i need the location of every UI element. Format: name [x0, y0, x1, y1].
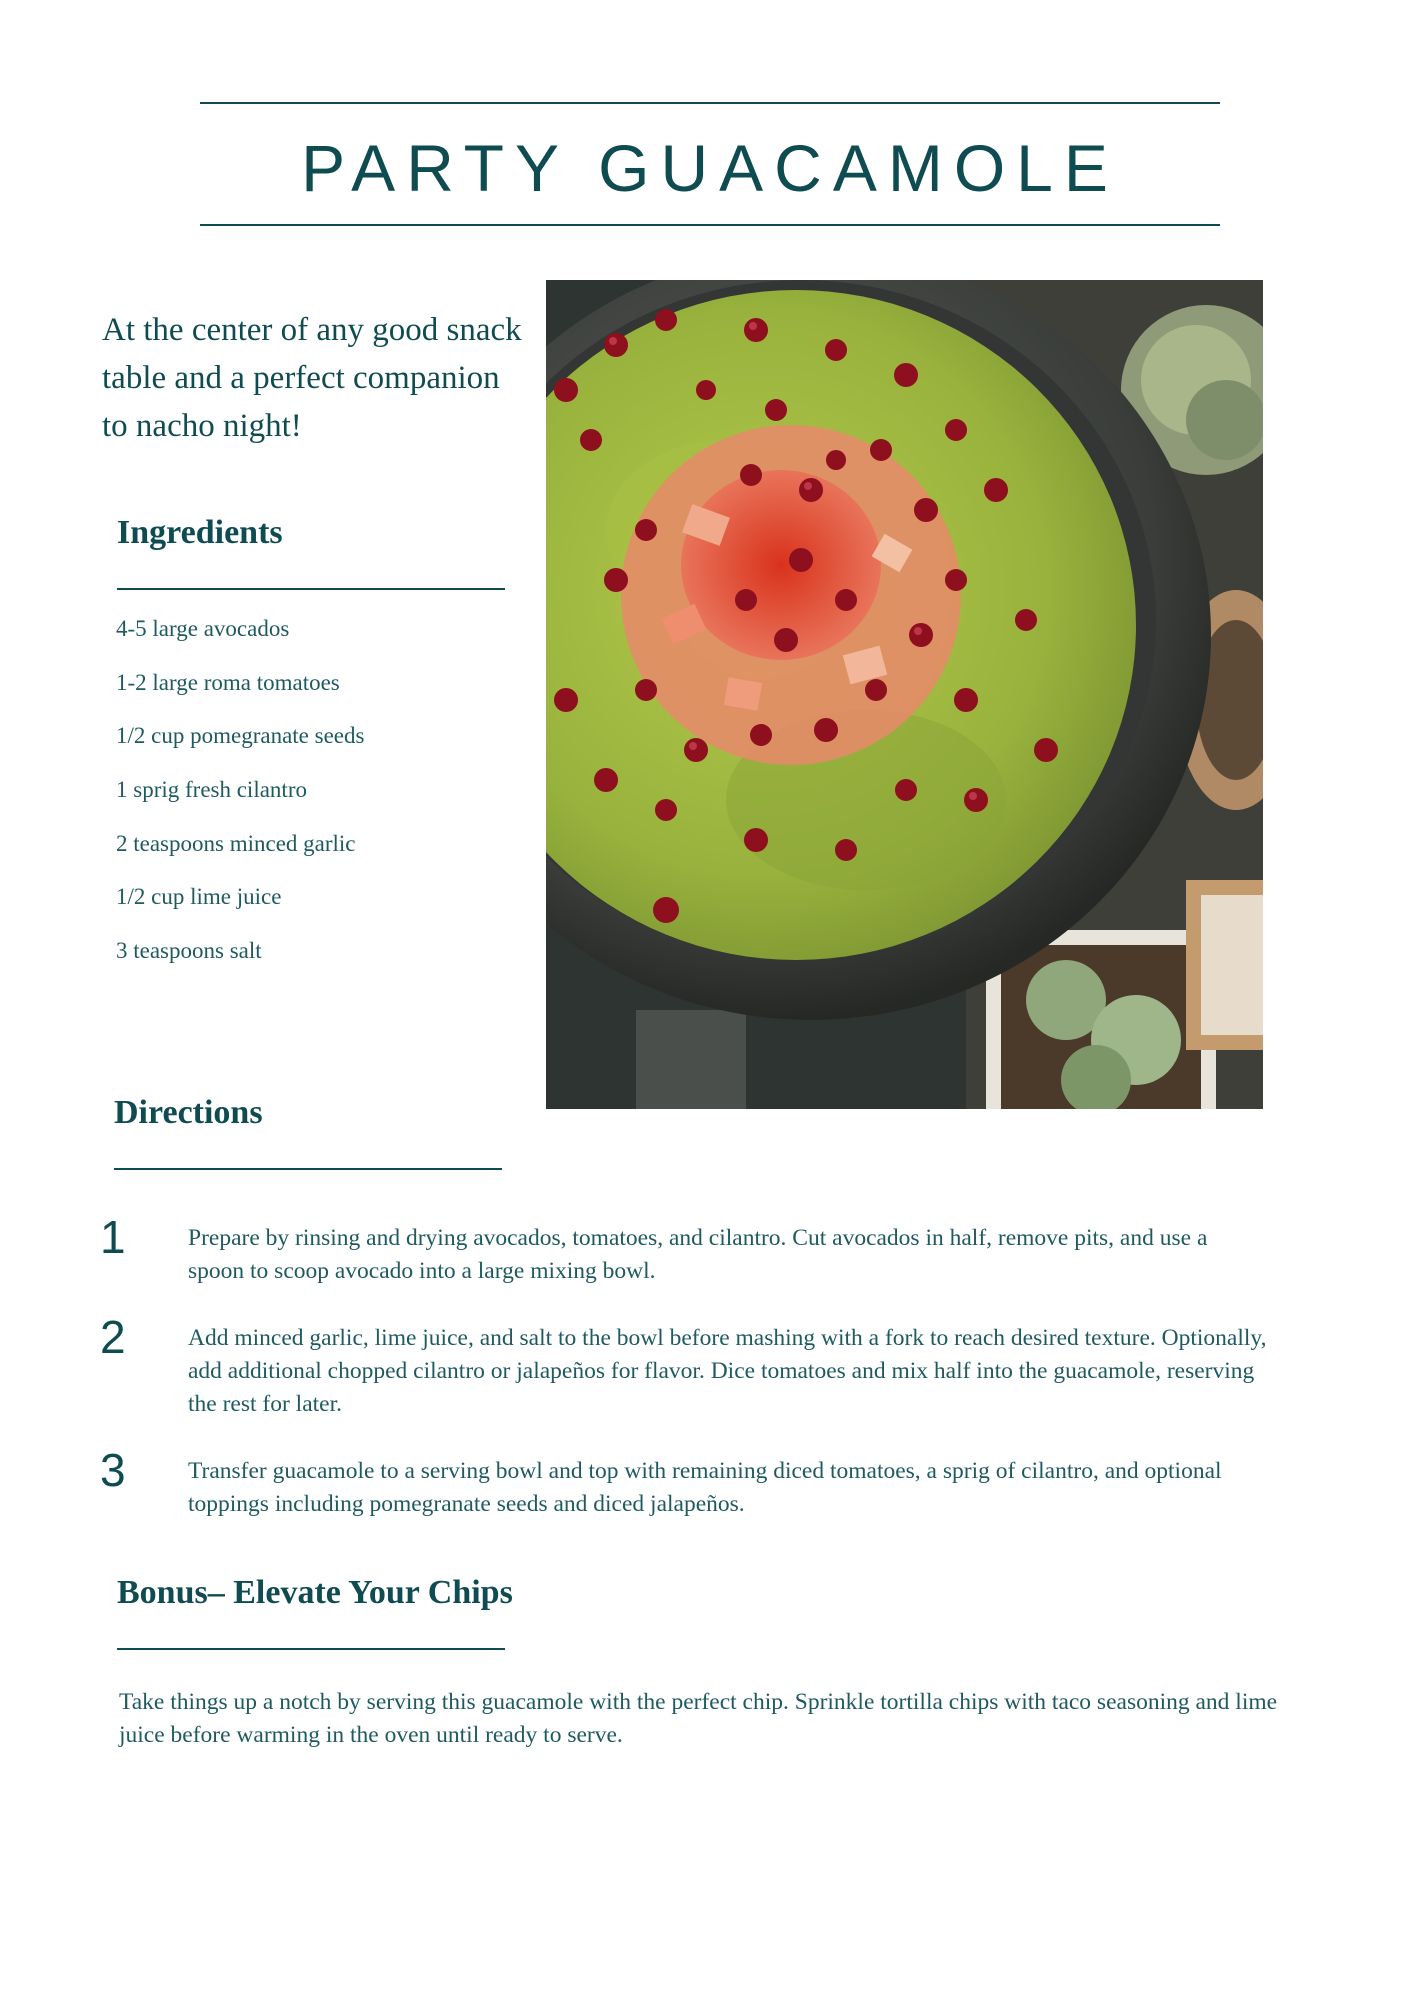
bonus-heading: Bonus– Elevate Your Chips	[117, 1574, 513, 1611]
guacamole-photo-illustration	[546, 280, 1263, 1109]
guacamole-photo	[546, 280, 1263, 1109]
title-rule-top	[200, 102, 1220, 104]
directions-heading: Directions	[114, 1094, 263, 1131]
directions-rule	[114, 1168, 502, 1170]
step-number: 2	[100, 1311, 126, 1363]
ingredient-item: 4-5 large avocados	[116, 616, 290, 641]
ingredient-item: 1-2 large roma tomatoes	[116, 669, 340, 695]
bonus-rule	[117, 1648, 505, 1650]
step-text: Add minced garlic, lime juice, and salt to the bowl before mashing with a fork to reach desired texture. Optionally, add additional chopped cilantro or jalapeños for flavor. Dice tomatoes and mix half into the guacamole, reserving the rest for later.	[188, 1325, 1267, 1417]
step-text: Prepare by rinsing and drying avocados, tomatoes, and cilantro. Cut avocados in half, remove pits, and use a spoon to scoop avocado into a large mixing bowl.	[188, 1225, 1208, 1284]
ingredients-list	[116, 614, 516, 990]
step-number: 3	[100, 1444, 126, 1496]
page-title: PARTY GUACAMOLE	[301, 131, 1119, 205]
ingredient-item: 1/2 cup lime juice	[116, 884, 282, 910]
ingredient-item: 1/2 cup pomegranate seeds	[116, 723, 365, 749]
ingredient-item: 3 teaspoons salt	[116, 938, 262, 964]
step-text: Transfer guacamole to a serving bowl and top with remaining diced tomatoes, a sprig of cilantro, and optional toppings including pomegranate seeds and diced jalapeños.	[188, 1458, 1222, 1517]
ingredients-heading: Ingredients	[117, 514, 283, 551]
title-rule-bottom	[200, 224, 1220, 226]
bonus-text: Take things up a notch by serving this guacamole with the perfect chip. Sprinkle tortilla chips with taco seasoning and lime juice before warming in the oven until ready to serve.	[119, 1689, 1278, 1748]
ingredient-item: 1 sprig fresh cilantro	[116, 777, 307, 803]
ingredient-item: 2 teaspoons minced garlic	[116, 830, 356, 856]
step-number: 1	[100, 1211, 126, 1263]
intro-text: At the center of any good snack table and a perfect companion to nacho night!	[102, 312, 522, 444]
ingredients-rule	[117, 588, 505, 590]
